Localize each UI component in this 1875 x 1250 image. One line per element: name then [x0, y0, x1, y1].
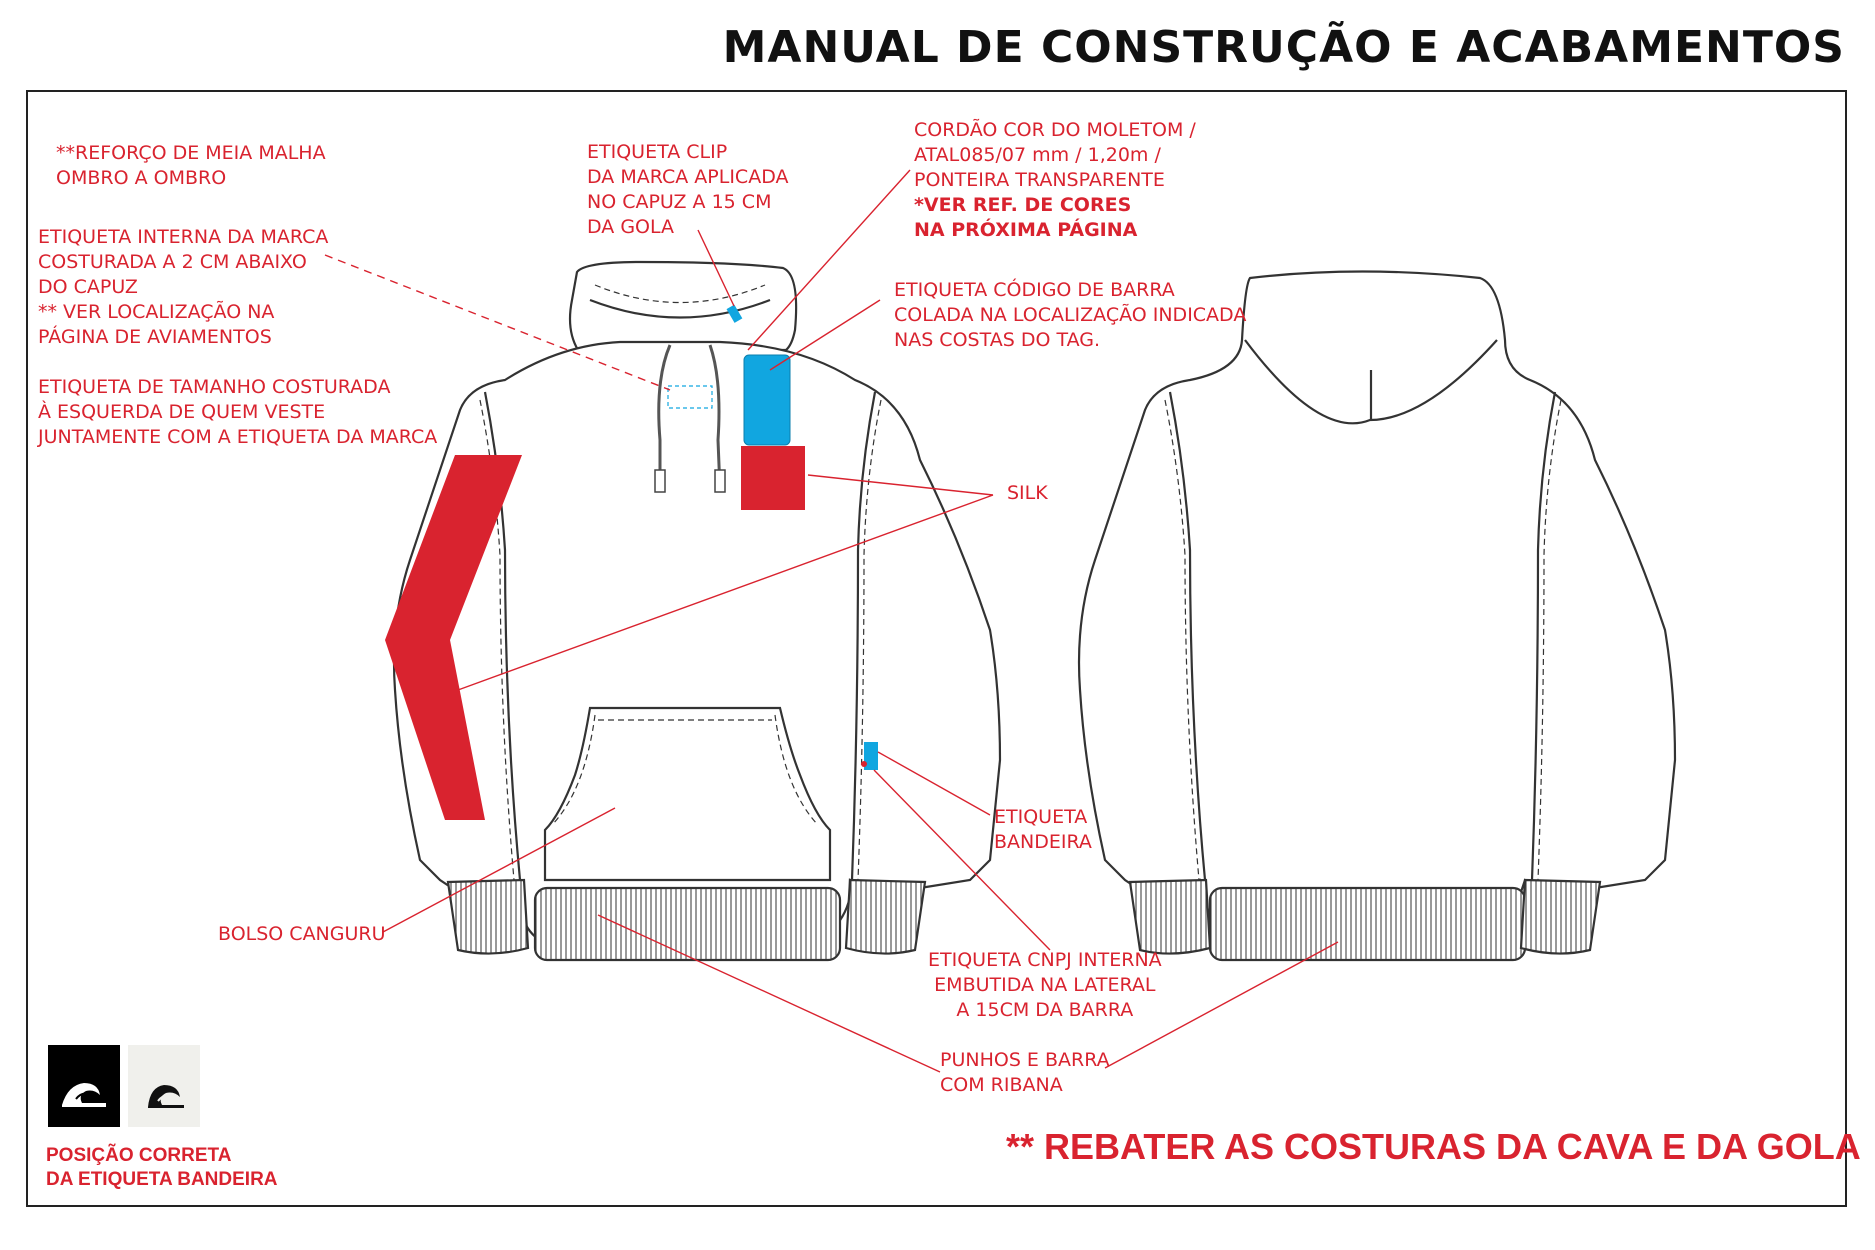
black-flag-swatch	[48, 1045, 120, 1127]
label-etiqueta-bandeira: ETIQUETA BANDEIRA	[994, 806, 1092, 853]
back-left-cuff	[1130, 880, 1210, 954]
quiksilver-logo-icon	[48, 1045, 120, 1127]
label-codigo-barra: ETIQUETA CÓDIGO DE BARRA COLADA NA LOCALIZAÇÃO INDICADA NAS COSTAS DO TAG.	[894, 279, 1247, 351]
label-etiqueta-interna: ETIQUETA INTERNA DA MARCA COSTURADA A 2 CM ABAIXO DO CAPUZ ** VER LOCALIZAÇÃO NA PÁGINA DE AVIAMENTOS	[38, 226, 329, 348]
label-etiqueta-tamanho: ETIQUETA DE TAMANHO COSTURADA À ESQUERDA DE QUEM VESTE JUNTAMENTE COM A ETIQUETA DA MARCA	[38, 376, 438, 448]
label-cordao: CORDÃO COR DO MOLETOM / ATAL085/07 mm / 1,20m / PONTEIRA TRANSPARENTE *VER REF. DE CORES NA PRÓXIMA PÁGINA	[914, 119, 1196, 241]
quiksilver-logo-icon	[128, 1045, 200, 1127]
chest-silk-square	[741, 446, 805, 510]
label-bolso: BOLSO CANGURU	[218, 923, 386, 945]
label-etiqueta-clip: ETIQUETA CLIP DA MARCA APLICADA NO CAPUZ A 15 CM DA GOLA	[587, 141, 789, 238]
front-hoodie	[394, 262, 1000, 960]
front-right-cuff	[846, 880, 925, 954]
back-hoodie	[1079, 272, 1675, 961]
barcode-hang-tag	[744, 355, 790, 445]
front-waist-rib	[535, 888, 840, 960]
kangaroo-pocket	[545, 708, 830, 880]
label-reforco: **REFORÇO DE MEIA MALHA OMBRO A OMBRO	[56, 142, 326, 189]
label-cnpj: ETIQUETA CNPJ INTERNA EMBUTIDA NA LATERAL A 15CM DA BARRA	[928, 949, 1162, 1021]
back-waist-rib	[1210, 888, 1525, 960]
back-body	[1079, 272, 1675, 949]
label-punhos: PUNHOS E BARRA COM RIBANA	[940, 1049, 1110, 1096]
white-flag-swatch	[128, 1045, 200, 1127]
position-label: POSIÇÃO CORRETA DA ETIQUETA BANDEIRA	[46, 1145, 278, 1190]
footer-note: ** REBATER AS COSTURAS DA CAVA E DA GOLA	[1006, 1126, 1861, 1167]
label-silk: SILK	[1007, 482, 1048, 504]
back-right-cuff	[1521, 880, 1600, 954]
page-title: MANUAL DE CONSTRUÇÃO E ACABAMENTOS	[722, 22, 1845, 73]
